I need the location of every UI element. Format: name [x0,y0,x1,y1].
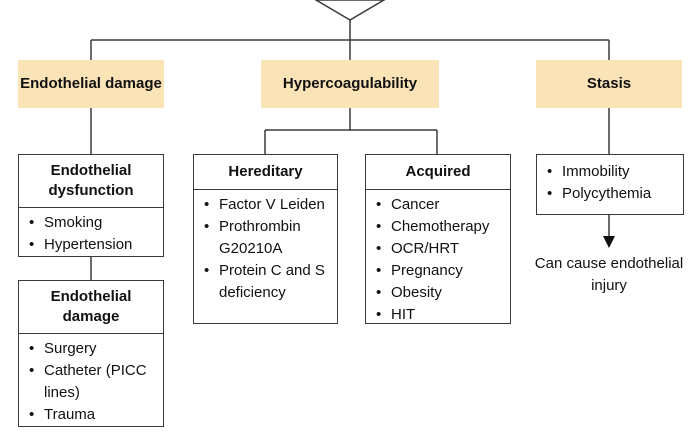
list-item: • Obesity [376,282,504,304]
list-item: • Hypertension [29,234,157,256]
list-item: • Prothrombin G20210A [204,216,331,260]
box-title: Endothelial dysfunction [19,155,163,208]
list-item: • Polycythemia [547,183,677,205]
category-endothelial-damage-label: Endothelial damage [20,75,162,92]
category-stasis-label: Stasis [586,75,632,92]
box-title: Hereditary [194,155,337,190]
box-title: Acquired [366,155,510,190]
category-endothelial-damage [18,60,164,108]
category-hypercoagulability-label: Hypercoagulability [282,75,418,92]
list-item: • Pregnancy [376,260,504,282]
list-item: • Cancer [376,194,504,216]
list-item: • Protein C and S deficiency [204,260,331,304]
endothelial-dysfunction-box [18,154,164,257]
acquired-box [365,154,511,324]
top-diamond-node [316,0,384,20]
list-item: • HIT [376,304,504,326]
stasis-box [536,154,684,215]
hereditary-box [193,154,338,324]
list-item: • Factor V Leiden [204,194,331,216]
list-item: • Catheter (PICC lines) [29,360,157,404]
stasis-arrowhead [603,236,615,248]
list-item: • Immobility [547,161,677,183]
list-item: • Chemotherapy [376,216,504,238]
box-title: Endothelial damage [19,281,163,334]
stasis-note: Can cause endothelial injury [534,255,684,294]
endothelial-damage-box [18,280,164,427]
list-item: • Surgery [29,338,157,360]
list-item: • Smoking [29,212,157,234]
category-stasis [536,60,682,108]
list-item: • OCR/HRT [376,238,504,260]
category-hypercoagulability [261,60,439,108]
list-item: • Trauma [29,404,157,426]
